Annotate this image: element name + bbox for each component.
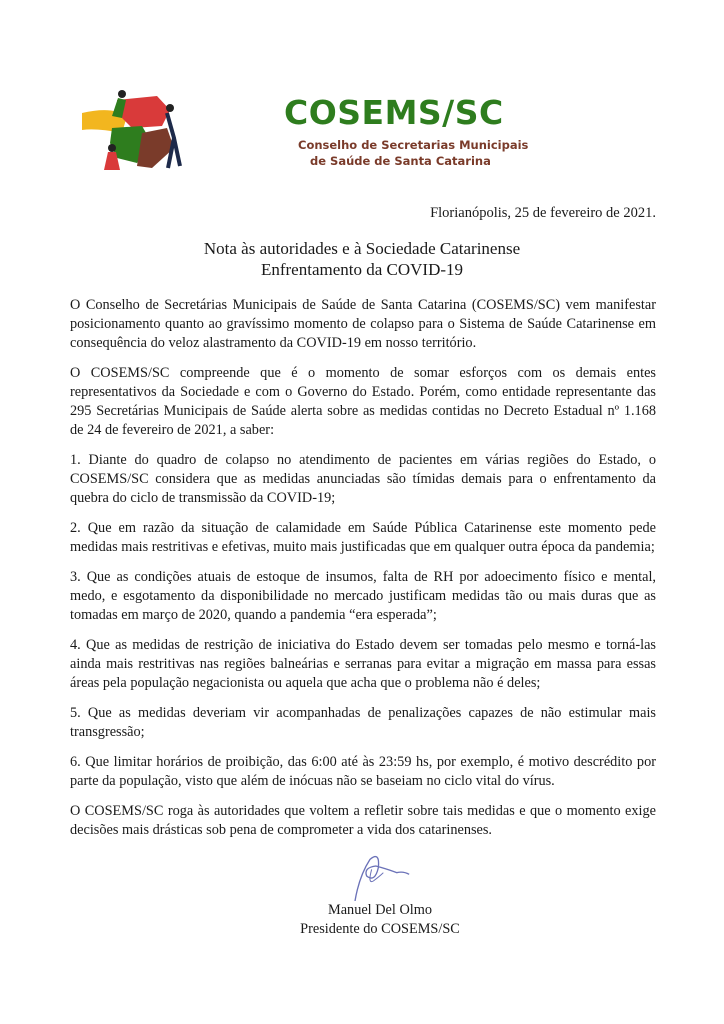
signatory-role: Presidente do COSEMS/SC xyxy=(300,921,460,937)
paragraph: 2. Que em razão da situação de calamidade em Saúde Pública Catarinense este momento pede medidas mais restritivas e efetivas, muito mais justificadas que em qualquer outra época da pandemia; xyxy=(70,520,656,555)
document-body xyxy=(70,296,656,840)
paragraph: O COSEMS/SC compreende que é o momento de somar esforços com os demais entes representativos da Sociedade e com o Governo do Estado. Porém, como entidade representante das 295 Secretárias Municipais de Saúde alerta sobre as medidas contidas no Decreto Estadual nº 1.168 de 24 de fevereiro de 2021, a saber: xyxy=(70,365,656,438)
handwritten-signature-icon xyxy=(280,851,480,901)
logo-subtitle-line1: Conselho de Secretarias Municipais xyxy=(298,138,529,152)
title-line1: Nota às autoridades e à Sociedade Catarinense xyxy=(203,239,521,258)
paragraph: 6. Que limitar horários de proibição, das 6:00 até às 23:59 hs, por exemplo, é motivo descrédito por parte da população, visto que além de inócuas não se baseiam no ciclo vital do vírus. xyxy=(70,754,656,789)
santa-catarina-map-icon xyxy=(82,88,192,178)
logo-subtitle-line2: de Saúde de Santa Catarina xyxy=(310,154,491,168)
document-title xyxy=(0,238,724,280)
cosems-logo xyxy=(92,88,529,178)
paragraph: O Conselho de Secretárias Municipais de Saúde de Santa Catarina (COSEMS/SC) vem manifestar posicionamento quanto ao gravíssimo momento de colapso para o Sistema de Saúde Catarinense em consequência do veloz alastramento da COVID-19 em nosso território. xyxy=(70,297,656,351)
paragraph: 4. Que as medidas de restrição de iniciativa do Estado devem ser tomadas pelo mesmo e torná-las ainda mais restritivas nas regiões balneárias e serranas para evitar a migração em massa para essas áreas pela população negacionista ou aquela que acha que o problema não é deles; xyxy=(70,637,656,691)
signature-block xyxy=(280,851,480,947)
paragraph: O COSEMS/SC roga às autoridades que voltem a refletir sobre tais medidas e que o momento exige decisões mais drásticas sob pena de comprometer a vida dos catarinenses. xyxy=(70,803,656,838)
paragraph: 5. Que as medidas deveriam vir acompanhadas de penalizações capazes de não estimular mais transgressão; xyxy=(70,705,656,740)
logo-title: COSEMS/SC xyxy=(284,93,504,132)
paragraph: 3. Que as condições atuais de estoque de insumos, falta de RH por adoecimento físico e mental, medo, e esgotamento da disponibilidade no mercado justificam medidas tão ou mais duras que as tomadas em março de 2020, quando a pandemia “era esperada”; xyxy=(70,569,656,623)
signature-text xyxy=(280,901,480,939)
title-line2: Enfrentamento da COVID-19 xyxy=(260,260,464,279)
signatory-name: Manuel Del Olmo xyxy=(327,902,433,918)
document-content xyxy=(70,296,656,947)
paragraph: 1. Diante do quadro de colapso no atendimento de pacientes em várias regiões do Estado, o COSEMS/SC considera que as medidas anunciadas são tímidas demais para o enfrentamento da quebra do ciclo de transmissão da COVID-19; xyxy=(70,452,656,506)
document-date: Florianópolis, 25 de fevereiro de 2021. xyxy=(430,205,656,221)
